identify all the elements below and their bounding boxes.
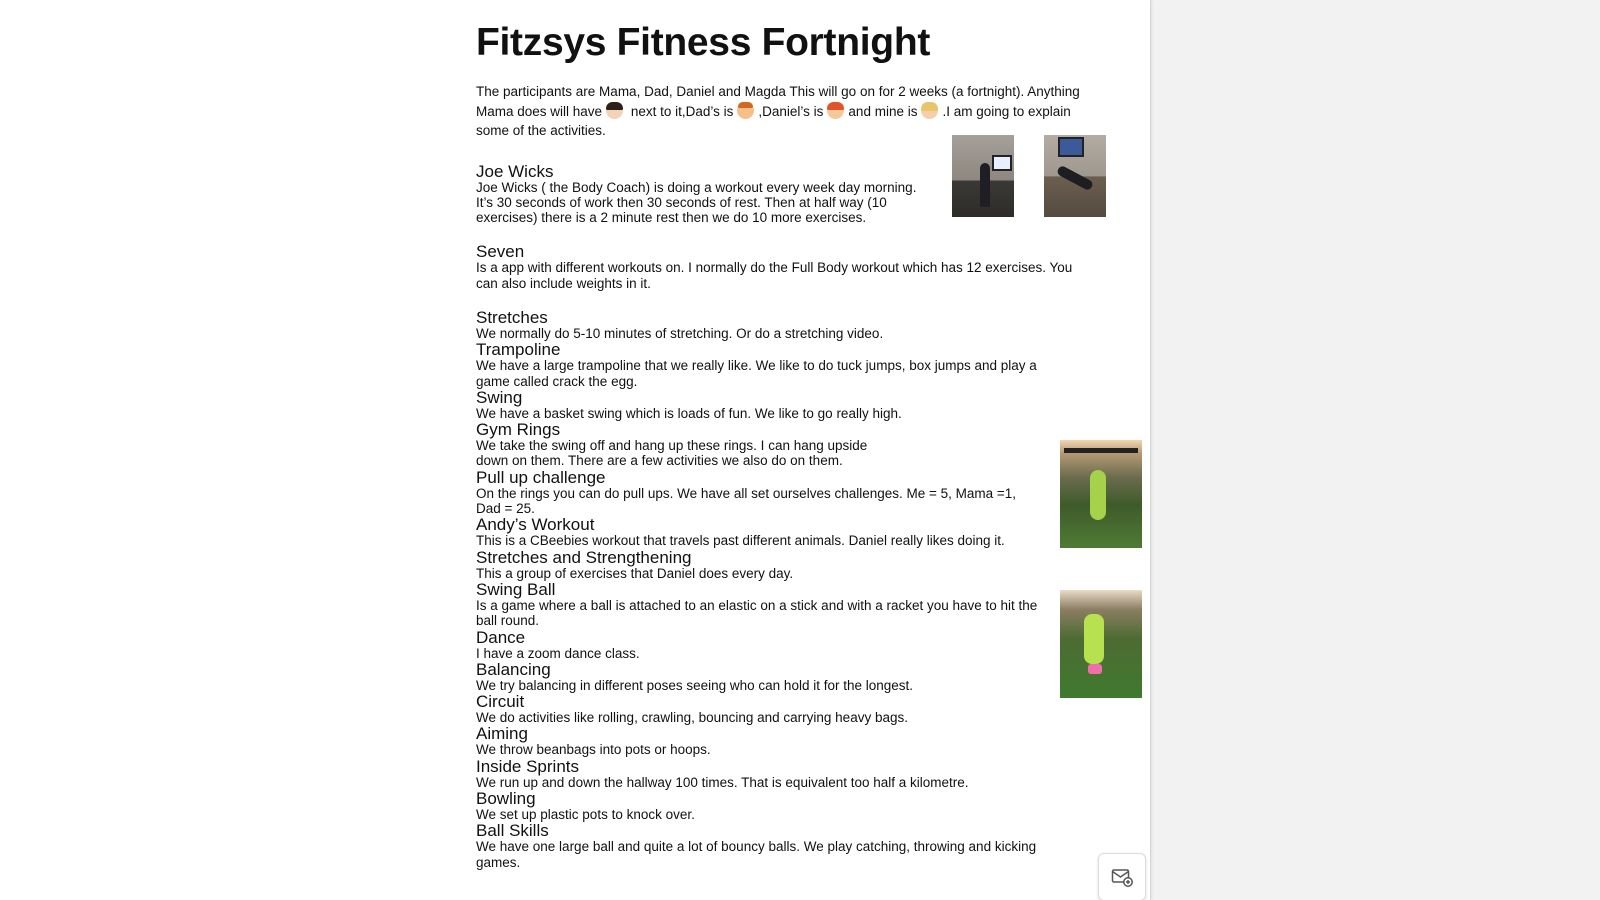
photo-gym-rings-upside-down: [1060, 440, 1142, 548]
section-title: Stretches: [476, 307, 548, 327]
section-joe-wicks: [476, 163, 1136, 226]
section-title: Stretches and Strengthening: [476, 547, 692, 567]
photo-gym-rings-hanging: [1060, 590, 1142, 698]
section-swing-ball: [476, 581, 1136, 629]
section-body: This is a CBeebies workout that travels past different animals. Daniel really likes doing it.: [476, 533, 1005, 549]
section-title: Trampoline: [476, 340, 561, 360]
section-body: Is a game where a ball is attached to an elastic on a stick and with a racket you have to hit the ball round.: [476, 597, 1038, 629]
section-stretches: [476, 309, 1136, 341]
section-title: Seven: [476, 242, 525, 262]
photo-joe-wicks-workout-1: [952, 135, 1014, 217]
section-ball-skills: [476, 822, 1136, 870]
section-bowling: [476, 790, 1136, 822]
section-gym-rings: [476, 421, 1136, 469]
section-trampoline: [476, 341, 1136, 389]
section-title: Andy’s Workout: [476, 515, 595, 535]
section-inside-sprints: [476, 758, 1136, 790]
section-body: We try balancing in different poses seeing who can hold it for the longest.: [476, 677, 914, 693]
woman-emoji-icon: [606, 102, 623, 119]
section-title: Bowling: [476, 789, 536, 809]
section-body: Is a app with different workouts on. I normally do the Full Body workout which has 12 exercises. You can also include weights in it.: [476, 260, 1073, 291]
intro-text-5: .I am going to explain some of the activities.: [476, 103, 1071, 138]
photo-joe-wicks-workout-2: [1044, 135, 1106, 217]
section-title: Inside Sprints: [476, 756, 579, 776]
boy-red-hair-emoji-icon: [827, 102, 844, 119]
section-body: We throw beanbags into pots or hoops.: [476, 742, 711, 758]
section-andys-workout: [476, 516, 1136, 548]
section-body: We do activities like rolling, crawling, bouncing and carrying heavy bags.: [476, 710, 908, 726]
section-title: Circuit: [476, 692, 525, 712]
section-title: Gym Rings: [476, 420, 561, 440]
section-title: Dance: [476, 627, 526, 647]
section-pull-up-challenge: [476, 469, 1136, 517]
section-body: We have a large trampoline that we really like. We like to do tuck jumps, box jumps and play a game called crack the egg.: [476, 358, 1037, 389]
section-body: We have one large ball and quite a lot of bouncy balls. We play catching, throwing and kicking games.: [476, 839, 1037, 870]
section-body: We set up plastic pots to knock over.: [476, 807, 695, 823]
intro-text-3: ,Daniel’s is: [758, 103, 824, 119]
section-circuit: [476, 693, 1136, 725]
section-title: Ball Skills: [476, 821, 549, 841]
section-body: I have a zoom dance class.: [476, 645, 640, 661]
section-body: We normally do 5-10 minutes of stretching. Or do a stretching video.: [476, 325, 884, 341]
section-body: On the rings you can do pull ups. We have all set ourselves challenges. Me = 5, Mama =1, Dad = 25.: [476, 485, 1017, 517]
girl-blonde-emoji-icon: [921, 102, 938, 119]
section-title: Swing: [476, 387, 523, 407]
section-balancing: [476, 661, 1136, 693]
intro-text-2: next to it,Dad’s is: [630, 103, 734, 119]
section-body: We have a basket swing which is loads of fun. We like to go really high.: [476, 405, 902, 421]
man-red-hair-emoji-icon: [737, 102, 754, 119]
section-body: We run up and down the hallway 100 times. That is equivalent too half a kilometre.: [476, 774, 969, 790]
section-swing: [476, 389, 1136, 421]
section-body: We take the swing off and hang up these rings. I can hang upside down on them. There are a few activities we also do on them.: [476, 438, 868, 469]
feedback-button[interactable]: [1098, 853, 1146, 900]
page-title: Fitzsys Fitness Fortnight: [476, 21, 931, 64]
section-dance: [476, 629, 1136, 661]
intro-text-4: and mine is: [848, 103, 918, 119]
section-body: This a group of exercises that Daniel does every day.: [476, 565, 794, 581]
section-aiming: [476, 725, 1136, 757]
section-title: Joe Wicks: [476, 161, 554, 181]
section-title: Balancing: [476, 659, 551, 679]
section-title: Swing Ball: [476, 579, 556, 599]
section-title: Aiming: [476, 724, 528, 744]
section-stretches-and-strengthening: [476, 549, 1136, 581]
section-seven: [476, 243, 1136, 291]
document-content: [476, 18, 1136, 870]
section-body: Joe Wicks ( the Body Coach) is doing a workout every week day morning. It’s 30 seconds of work then 30 seconds of rest. Then at half way (10 exercises) there is a 2 minute rest then we do 10 more exercises.: [476, 179, 917, 226]
intro-text-1: The participants are Mama, Dad, Daniel and Magda This will go on for 2 weeks (a fortnight). Anything Mama does will have: [476, 84, 1080, 119]
section-title: Pull up challenge: [476, 467, 606, 487]
mail-add-icon: [1110, 865, 1134, 889]
intro-paragraph: [476, 82, 1086, 141]
